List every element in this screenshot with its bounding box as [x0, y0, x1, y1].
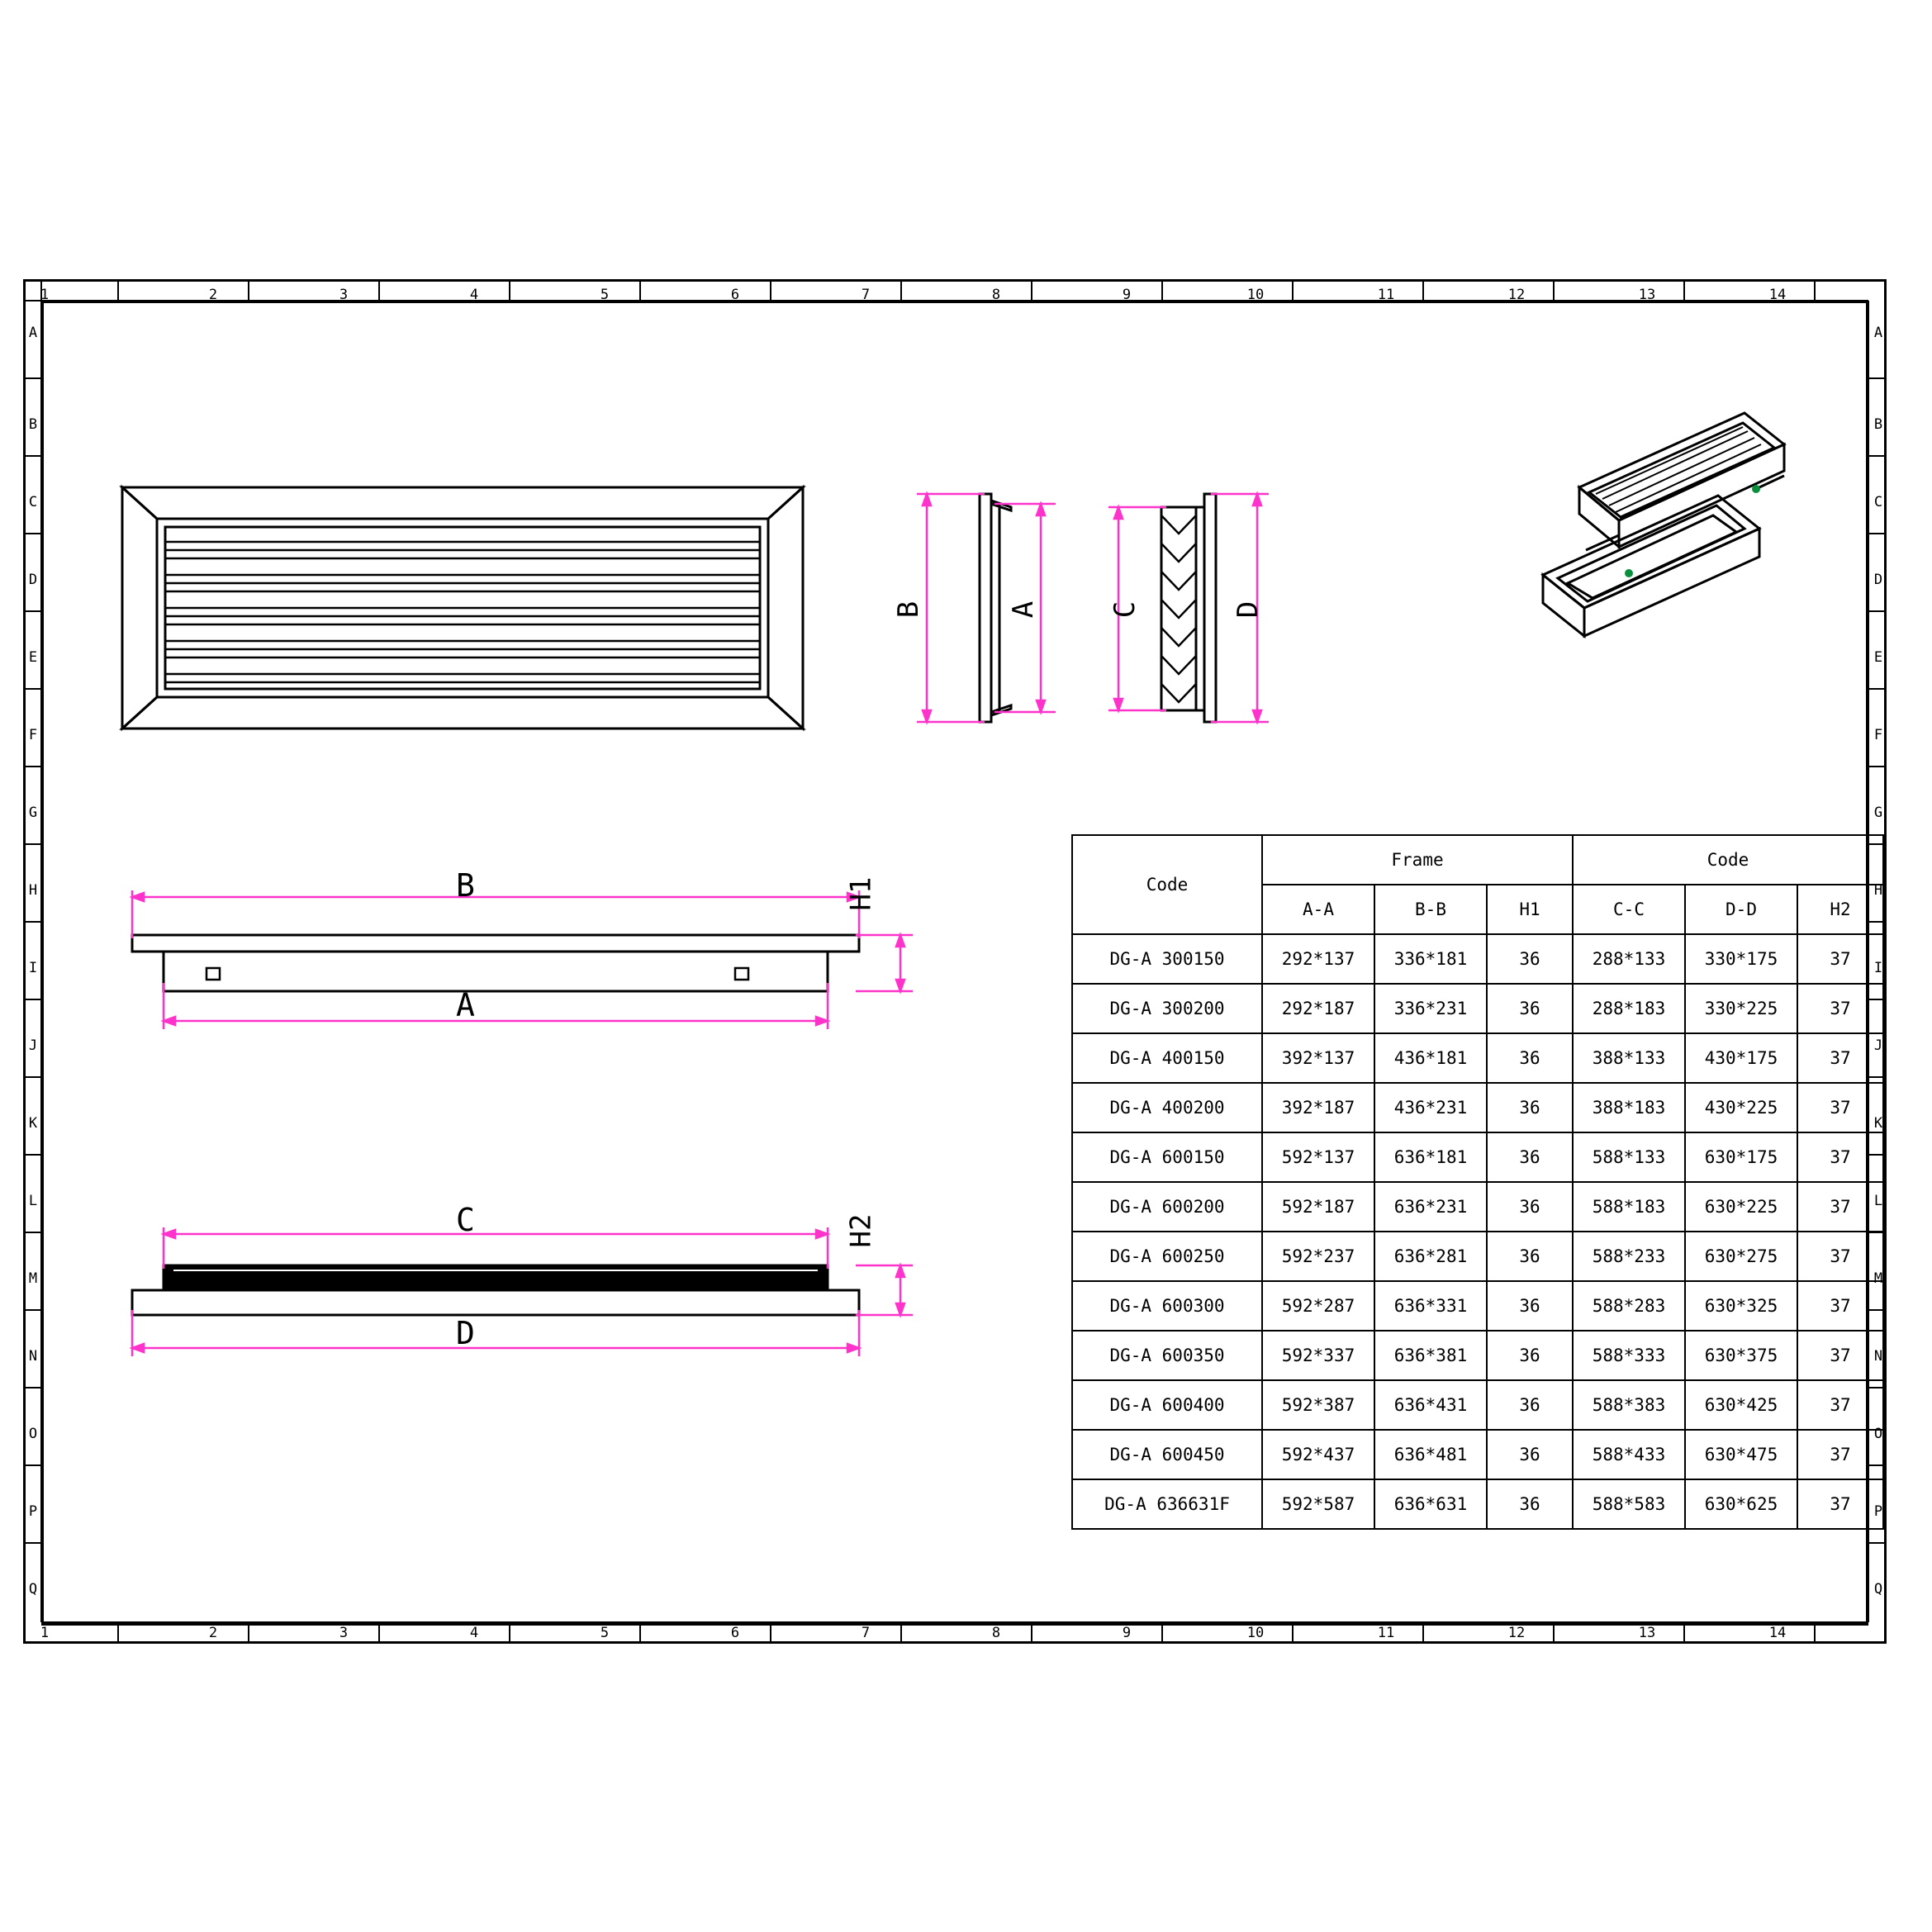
cell-cc: 588*183: [1573, 1182, 1685, 1232]
label-section-B: B: [892, 600, 926, 619]
zone-letter-right: Q: [1873, 1581, 1883, 1597]
table-row: [1072, 1331, 1883, 1380]
cell-code: DG-A 600200: [1072, 1182, 1262, 1232]
cell-h2: 37: [1797, 1182, 1883, 1232]
cell-aa: 292*187: [1262, 984, 1374, 1033]
zone-letter-left: M: [28, 1270, 38, 1287]
zone-letter-left: B: [28, 416, 38, 433]
zone-number-bottom: 3: [339, 1625, 349, 1641]
zone-number-bottom: 14: [1768, 1625, 1787, 1641]
cell-cc: 588*583: [1573, 1479, 1685, 1529]
cell-h2: 37: [1797, 1232, 1883, 1281]
zone-letter-right: I: [1873, 960, 1883, 976]
cell-code: DG-A 600450: [1072, 1430, 1262, 1479]
zone-letter-left: Q: [28, 1581, 38, 1597]
zone-number-bottom: 6: [730, 1625, 740, 1641]
section-aa-bb-view: [909, 479, 1082, 743]
cell-aa: 292*137: [1262, 934, 1374, 984]
cell-h2: 37: [1797, 1479, 1883, 1529]
header-h2: H2: [1797, 885, 1883, 934]
zone-number-bottom: 2: [208, 1625, 218, 1641]
cell-code: DG-A 600150: [1072, 1132, 1262, 1182]
cell-bb: 636*381: [1374, 1331, 1487, 1380]
cell-dd: 630*175: [1685, 1132, 1797, 1182]
cell-bb: 636*631: [1374, 1479, 1487, 1529]
cell-cc: 388*183: [1573, 1083, 1685, 1132]
cell-h1: 36: [1487, 1232, 1573, 1281]
zone-number-top: 3: [339, 287, 349, 303]
table-header-row-1: [1072, 835, 1883, 885]
zone-number-bottom: 11: [1377, 1625, 1395, 1641]
cell-h1: 36: [1487, 1331, 1573, 1380]
cell-h1: 36: [1487, 1132, 1573, 1182]
zone-letter-left: F: [28, 727, 38, 743]
zone-number-bottom: 9: [1122, 1625, 1132, 1641]
header-dd: D-D: [1685, 885, 1797, 934]
zone-number-top: 6: [730, 287, 740, 303]
zone-letter-left: E: [28, 649, 38, 666]
front-view-grille: [107, 479, 818, 743]
cell-h2: 37: [1797, 1083, 1883, 1132]
cell-code: DG-A 400200: [1072, 1083, 1262, 1132]
cell-dd: 430*175: [1685, 1033, 1797, 1083]
cell-aa: 592*137: [1262, 1132, 1374, 1182]
zone-letter-left: J: [28, 1037, 38, 1054]
cell-cc: 588*433: [1573, 1430, 1685, 1479]
cell-code: DG-A 600250: [1072, 1232, 1262, 1281]
cell-h2: 37: [1797, 1033, 1883, 1083]
cell-aa: 592*587: [1262, 1479, 1374, 1529]
zone-letter-left: A: [28, 325, 38, 341]
table-row: [1072, 1033, 1883, 1083]
label-dim-B: B: [456, 867, 475, 904]
cell-dd: 630*425: [1685, 1380, 1797, 1430]
cell-cc: 288*183: [1573, 984, 1685, 1033]
cell-bb: 636*481: [1374, 1430, 1487, 1479]
zone-number-bottom: 8: [991, 1625, 1001, 1641]
cell-aa: 392*187: [1262, 1083, 1374, 1132]
cell-h1: 36: [1487, 1083, 1573, 1132]
zone-letter-right: E: [1873, 649, 1883, 666]
label-section-A: A: [1007, 600, 1041, 619]
cell-dd: 630*325: [1685, 1281, 1797, 1331]
table-row: [1072, 1232, 1883, 1281]
label-dim-A: A: [456, 987, 475, 1023]
header-bb: B-B: [1374, 885, 1487, 934]
cell-dd: 630*225: [1685, 1182, 1797, 1232]
cell-dd: 430*225: [1685, 1083, 1797, 1132]
cell-h2: 37: [1797, 1430, 1883, 1479]
cell-aa: 592*337: [1262, 1331, 1374, 1380]
label-dim-C: C: [456, 1202, 475, 1238]
specification-table: [1071, 834, 1884, 1530]
cell-h2: 37: [1797, 934, 1883, 984]
zone-number-bottom: 7: [861, 1625, 871, 1641]
zone-letter-right: A: [1873, 325, 1883, 341]
zone-number-top: 11: [1377, 287, 1395, 303]
zone-letter-left: D: [28, 572, 38, 588]
zone-letter-right: P: [1873, 1503, 1883, 1520]
zone-number-top: 8: [991, 287, 1001, 303]
table-row: [1072, 1430, 1883, 1479]
cell-aa: 592*287: [1262, 1281, 1374, 1331]
zone-letter-left: O: [28, 1426, 38, 1442]
zone-letter-left: G: [28, 805, 38, 821]
header-code2: Code: [1573, 835, 1883, 885]
cell-h2: 37: [1797, 1132, 1883, 1182]
zone-number-bottom: 13: [1638, 1625, 1656, 1641]
zone-letter-left: L: [28, 1193, 38, 1209]
cell-dd: 330*175: [1685, 934, 1797, 984]
zone-number-top: 4: [469, 287, 479, 303]
cell-code: DG-A 600350: [1072, 1331, 1262, 1380]
cell-code: DG-A 636631F: [1072, 1479, 1262, 1529]
zone-letter-left: P: [28, 1503, 38, 1520]
zone-letter-right: C: [1873, 494, 1883, 510]
table-row: [1072, 1281, 1883, 1331]
cell-dd: 630*475: [1685, 1430, 1797, 1479]
cell-bb: 636*281: [1374, 1232, 1487, 1281]
cell-bb: 436*231: [1374, 1083, 1487, 1132]
cell-aa: 392*137: [1262, 1033, 1374, 1083]
zone-letter-right: B: [1873, 416, 1883, 433]
cell-h1: 36: [1487, 1033, 1573, 1083]
zone-letter-left: K: [28, 1115, 38, 1132]
cell-bb: 636*431: [1374, 1380, 1487, 1430]
cell-aa: 592*437: [1262, 1430, 1374, 1479]
cell-cc: 588*333: [1573, 1331, 1685, 1380]
cell-code: DG-A 600300: [1072, 1281, 1262, 1331]
cell-h1: 36: [1487, 1281, 1573, 1331]
cell-dd: 330*225: [1685, 984, 1797, 1033]
cell-bb: 636*231: [1374, 1182, 1487, 1232]
cell-h1: 36: [1487, 934, 1573, 984]
cell-h1: 36: [1487, 1182, 1573, 1232]
zone-letter-right: H: [1873, 882, 1883, 899]
zone-letter-left: N: [28, 1348, 38, 1365]
zone-number-bottom: 5: [600, 1625, 610, 1641]
header-code: Code: [1072, 835, 1262, 934]
cell-h2: 37: [1797, 1331, 1883, 1380]
isometric-exploded-view: [1371, 396, 1834, 727]
zone-number-top: 5: [600, 287, 610, 303]
zone-number-top: 7: [861, 287, 871, 303]
label-dim-H1: H1: [844, 876, 878, 911]
zone-letter-right: G: [1873, 805, 1883, 821]
header-aa: A-A: [1262, 885, 1374, 934]
zone-letter-right: O: [1873, 1426, 1883, 1442]
zone-number-top: 2: [208, 287, 218, 303]
cell-cc: 588*383: [1573, 1380, 1685, 1430]
cell-h2: 37: [1797, 1380, 1883, 1430]
cell-h1: 36: [1487, 1380, 1573, 1430]
zone-letter-right: J: [1873, 1037, 1883, 1054]
label-dim-D: D: [456, 1315, 475, 1351]
cell-dd: 630*375: [1685, 1331, 1797, 1380]
zone-number-top: 1: [40, 287, 50, 303]
zone-number-top: 13: [1638, 287, 1656, 303]
zone-letter-left: I: [28, 960, 38, 976]
table-row: [1072, 984, 1883, 1033]
cell-dd: 630*275: [1685, 1232, 1797, 1281]
zone-number-top: 12: [1507, 287, 1526, 303]
cell-bb: 636*331: [1374, 1281, 1487, 1331]
table-row: [1072, 934, 1883, 984]
zone-letter-left: H: [28, 882, 38, 899]
cell-aa: 592*237: [1262, 1232, 1374, 1281]
zone-letter-right: F: [1873, 727, 1883, 743]
cell-aa: 592*187: [1262, 1182, 1374, 1232]
cell-cc: 588*283: [1573, 1281, 1685, 1331]
zone-letter-right: M: [1873, 1270, 1883, 1287]
cell-cc: 588*233: [1573, 1232, 1685, 1281]
cell-h2: 37: [1797, 1281, 1883, 1331]
header-cc: C-C: [1573, 885, 1685, 934]
zone-number-bottom: 10: [1246, 1625, 1265, 1641]
cell-aa: 592*387: [1262, 1380, 1374, 1430]
cell-bb: 336*231: [1374, 984, 1487, 1033]
zone-letter-right: L: [1873, 1193, 1883, 1209]
zone-letter-right: K: [1873, 1115, 1883, 1132]
cell-bb: 436*181: [1374, 1033, 1487, 1083]
zone-number-top: 9: [1122, 287, 1132, 303]
cell-code: DG-A 400150: [1072, 1033, 1262, 1083]
cell-cc: 388*133: [1573, 1033, 1685, 1083]
label-dim-H2: H2: [844, 1213, 878, 1248]
cell-code: DG-A 300150: [1072, 934, 1262, 984]
cell-cc: 588*133: [1573, 1132, 1685, 1182]
table-row: [1072, 1132, 1883, 1182]
cell-h1: 36: [1487, 984, 1573, 1033]
label-section-C: C: [1108, 600, 1142, 619]
zone-letter-right: N: [1873, 1348, 1883, 1365]
label-section-D: D: [1232, 600, 1265, 619]
zone-number-top: 14: [1768, 287, 1787, 303]
zone-number-bottom: 1: [40, 1625, 50, 1641]
cell-cc: 288*133: [1573, 934, 1685, 984]
cell-h1: 36: [1487, 1430, 1573, 1479]
cell-dd: 630*625: [1685, 1479, 1797, 1529]
zone-number-top: 10: [1246, 287, 1265, 303]
cell-code: DG-A 300200: [1072, 984, 1262, 1033]
table-row: [1072, 1479, 1883, 1529]
cell-bb: 636*181: [1374, 1132, 1487, 1182]
cell-code: DG-A 600400: [1072, 1380, 1262, 1430]
zone-letter-right: D: [1873, 572, 1883, 588]
zone-number-bottom: 12: [1507, 1625, 1526, 1641]
table-row: [1072, 1380, 1883, 1430]
table-row: [1072, 1182, 1883, 1232]
header-frame: Frame: [1262, 835, 1573, 885]
zone-letter-left: C: [28, 494, 38, 510]
zone-number-bottom: 4: [469, 1625, 479, 1641]
header-h1: H1: [1487, 885, 1573, 934]
cell-bb: 336*181: [1374, 934, 1487, 984]
table-row: [1072, 1083, 1883, 1132]
cell-h1: 36: [1487, 1479, 1573, 1529]
cell-h2: 37: [1797, 984, 1883, 1033]
